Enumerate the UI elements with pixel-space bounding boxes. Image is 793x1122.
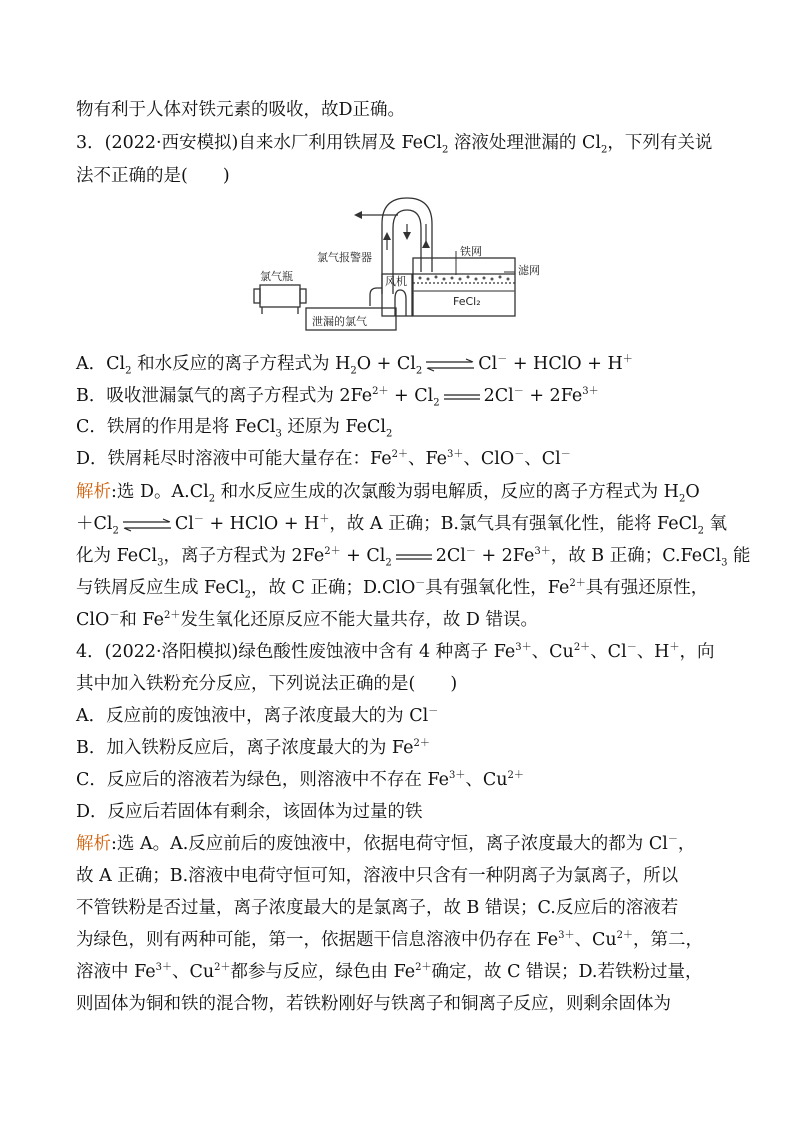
question-3-option-c: C．铁屑的作用是将 FeCl$_3$ 还原为 FeCl$_2$ [76,417,393,440]
equals-sign-icon [394,551,434,563]
reversible-arrow-icon [121,518,173,532]
question-4-stem-line2: 其中加入铁粉充分反应，下列说法正确的是( ) [76,674,458,694]
label-fan: 风机 [385,275,407,288]
question-4-analysis-line6: 则固体为铜和铁的混合物，若铁粉刚好与铁离子和铜离子反应，则剩余固体为 [76,994,671,1014]
question-3-option-a: A．$Cl_2$ 和水反应的离子方程式为 $H_2O + Cl_2$ Cl－ + HClO + H＋ [76,354,633,377]
text-line: 物有利于人体对铁元素的吸收，故D正确。 [76,100,406,120]
question-4-stem-line1: 4．(2022·洛阳模拟)绿色酸性废蚀液中含有 4 种离子 $Fe^{3+}$、$Cu^{2+}$、Cl－、H＋，向 [76,642,715,662]
question-4-analysis-line4: 为绿色，则有两种可能，第一，依据题干信息溶液中仍存在 $Fe^{3+}$、$Cu^{2+}$，第二， [76,930,704,950]
question-3-analysis-line4: 与铁屑反应生成 FeCl$_2$，故 C 正确；D.ClO－具有强氧化性，$Fe^{2+}$具有强还原性， [76,578,709,601]
reversible-arrow-icon [424,358,476,372]
question-4-option-c: C．反应后的溶液若为绿色，则溶液中不存在 $Fe^{3+}$、$Cu^{2+}$ [76,770,524,790]
label-fecl2: FeCl₂ [453,295,481,308]
question-3-analysis-line5: ClO－和 $Fe^{2+}$发生氧化还原反应不能大量共存，故 D 错误。 [76,610,538,630]
question-4-analysis-line3: 不管铁粉是否过量，离子浓度最大的是氯离子，故 B 错误；C.反应后的溶液若 [76,898,679,918]
equals-sign-icon [442,391,482,403]
question-4-analysis-line2: 故 A 正确；B.溶液中电荷守恒可知，溶液中只含有一种阴离子为氯离子，所以 [76,866,679,886]
question-3-stem-line1: 3．(2022·西安模拟)自来水厂利用铁屑及 FeCl$_2$ 溶液处理泄漏的 $Cl_2$，下列有关说 [76,133,713,156]
chlorine-bottle [260,285,300,307]
question-3-option-b: B．吸收泄漏氯气的离子方程式为 $2Fe^{2+} + Cl_2$ $2Cl^- + 2Fe^{3+}$ [76,386,599,409]
question-3-analysis-line1: 解析:选 D。$A.Cl_2$ 和水反应生成的次氯酸为弱电解质，反应的离子方程式为 $H_2O$ [76,482,700,505]
question-4-analysis-line5: 溶液中 $Fe^{3+}$、$Cu^{2+}$都参与反应，绿色由 $Fe^{2+}$确定，故 C 错误；D.若铁粉过量， [76,962,703,982]
question-4-analysis-line1: 解析:选 A。A.反应前后的废蚀液中，依据电荷守恒，离子浓度最大的都为 Cl－， [76,834,696,854]
label-filter-mesh: 滤网 [518,264,540,277]
question-3-analysis-line3: 化为 FeCl$_3$，离子方程式为 $2Fe^{2+} + Cl_2$ $2Cl^- + 2Fe^{3+}$，故 B 正确；C.FeCl$_3$ 能 [76,546,751,569]
label-chlorine-alarm: 氯气报警器 [317,251,372,264]
question-4-option-a: A．反应前的废蚀液中，离子浓度最大的为 Cl－ [76,706,439,726]
label-chlorine-bottle: 氯气瓶 [260,270,293,283]
chlorine-leak-apparatus-diagram [250,194,550,336]
question-3-option-d: D．铁屑耗尽时溶液中可能大量存在：$Fe^{2+}$、$Fe^{3+}$、ClO－、Cl－ [76,449,571,469]
question-3-analysis-line2: $+Cl_2$ Cl－ + HClO + H＋，故 A 正确；B.氯气具有强氧化性，能将 FeCl$_2$ 氧 [76,514,728,537]
label-iron-mesh: 铁网 [460,245,482,258]
question-4-option-b: B．加入铁粉反应后，离子浓度最大的为 $Fe^{2+}$ [76,738,430,758]
label-leaked-chlorine: 泄漏的氯气 [312,315,367,328]
question-3-stem-line2: 法不正确的是( ) [76,166,230,186]
question-4-option-d: D．反应后若固体有剩余，该固体为过量的铁 [76,802,423,822]
